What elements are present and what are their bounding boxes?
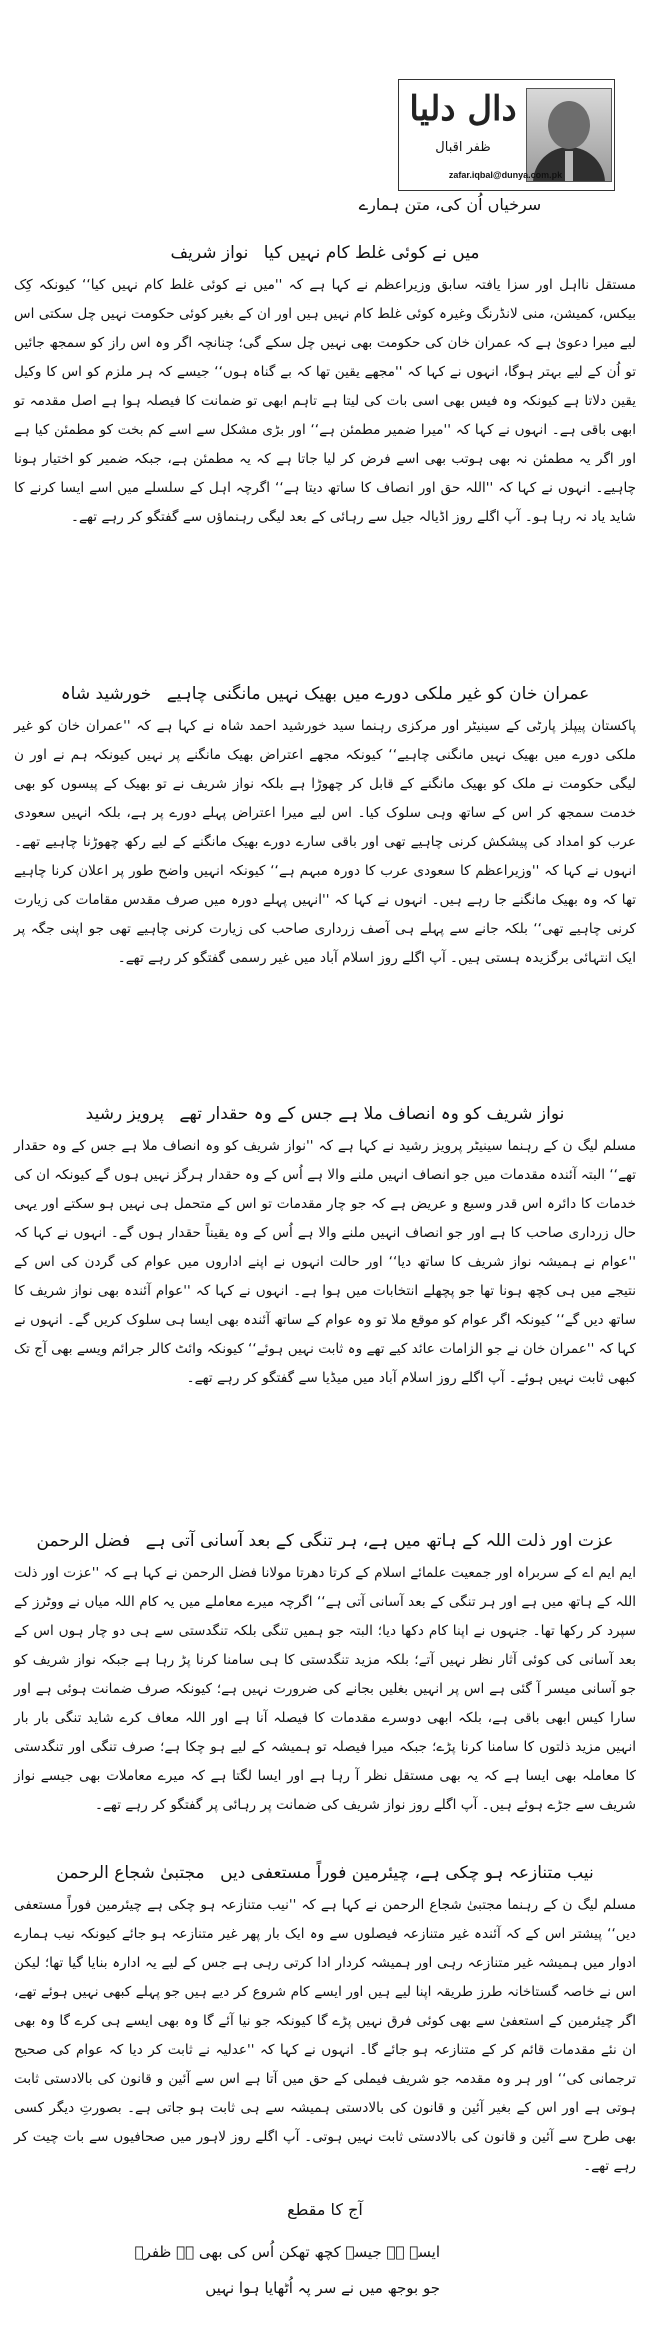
author-photo-head (548, 101, 590, 149)
article-section (14, 242, 636, 532)
section-byline: فضل الرحمن (36, 1531, 131, 1551)
section-heading (14, 242, 636, 263)
closing-couplet-title: آج کا مقطع (287, 2200, 363, 2219)
article-section (14, 683, 636, 973)
section-byline: پرویز رشید (85, 1104, 164, 1124)
section-body: ایم ایم اے کے سربراہ اور جمعیت علمائے اسلام کے کرتا دھرتا مولانا فضل الرحمن نے کہا ہے کہ ''عزت اور ذلت اللہ کے ہاتھ میں ہے اور ہر تنگی کے بعد آسانی آتی ہے‘‘ اگرچہ میرے معاملے میں یہ کام اللہ میاں نے ووٹرز کے سپرد کر رکھا تھا۔ جنہوں نے اپنا کام دکھا دیا؛ البتہ جو ہمیں تنگی بلکہ تنگدستی سے ہی دو چار ہوں اس کے بعد آسانی کی کوئی آثار نظر نہیں آتے؛ بلکہ مزید تنگدستی کا ہی سامنا کرنا پڑ رہا ہے جبکہ نواز شریف کو جو آسانی میسر آ گئی ہے اس پر انہیں بغلیں بجانے کی ضرورت نہیں ہے؛ کیونکہ صرف ضمانت ہوئی ہے اور سارا کیس ابھی باقی ہے، بلکہ ابھی دوسرے مقدمات کا فیصلہ آنا ہے اور اللہ معاف کرے شاید تنگی بار بار انہیں مزید ذلتوں کا سامنا کرنا پڑے؛ جبکہ میرا فیصلہ تو ہمیشہ کے لیے ہو چکا ہے؛ صرف تنگی اور تنگدستی کا معاملہ بھی ایسا ہے کہ یہ بھی مستقل نظر آ رہا ہے اور ایسا لگتا ہے کہ میرے معاملات بھی جیسے نواز شریف سے جڑے ہوئے ہیں۔ آپ اگلے روز نواز شریف کی ضمانت پر رہائی پر گفتگو کر رہے تھے۔ (14, 1565, 636, 1813)
section-heading (14, 1530, 636, 1551)
section-body: مستقل نااہل اور سزا یافتہ سابق وزیراعظم نے کہا ہے کہ ''میں نے کوئی غلط کام نہیں کیا‘‘ کیونکہ کِک بیکس، کمیشن، منی لانڈرنگ وغیرہ کوئی غلط کام نہیں ہیں اور ان کے بغیر کوئی حکومت نہیں چل سکتی اس لیے میرا دعویٰ ہے کہ عمران خان کی حکومت بھی نہیں چل سکے گی؛ چنانچہ اگر وہ اس راز کو سمجھ جائیں تو اُن کے لیے بہتر ہوگا، انہوں نے کہا کہ ''مجھے یقین تھا کہ بے گناہ ہوں‘‘ جیسے کہ ہر ملزم کو اس کا وکیل یقین دلاتا ہے کیونکہ وہ فیس بھی اسی بات کی لیتا ہے تاہم ابھی تو ضمانت کا فیصلہ ہوا ہے اصل مقدمہ تو ابھی باقی ہے۔ انہوں نے کہا کہ ''میرا ضمیر مطمئن ہے‘‘ اور بڑی مشکل سے اسے کم بخت کو مطمئن کیا ہے اور اگر یہ مطمئن نہ بھی ہوتب بھی اسے فرض کر لیا جاتا ہے کہ یہ مطمئن ہے، جبکہ ضمیر کو اختیار ہونا چاہیے۔ انہوں نے کہا کہ ''اللہ حق اور انصاف کا ساتھ دیتا ہے‘‘ اگرچہ اہل کے سلسلے میں اسے ایسا کرنے کا شاید یاد نہ رہا ہو۔ آپ اگلے روز اڈیالہ جیل سے رہائی کے بعد لیگی رہنماؤں سے گفتگو کر رہے تھے۔ (14, 277, 636, 525)
article-section (14, 1862, 636, 2181)
column-logo: دال دلیا (409, 89, 517, 129)
section-body: پاکستان پیپلز پارٹی کے سینیٹر اور مرکزی رہنما سید خورشید احمد شاہ نے کہا ہے کہ ''عمران خان کو غیر ملکی دورے میں بھیک نہیں مانگنی چاہیے‘‘ کیونکہ مجھے اعتراض بھیک مانگنے پر نہیں کیونکہ ہم نے اور ن لیگی حکومت نے ملک کو بھیک مانگنے کے قابل کر چھوڑا ہے بلکہ نواز شریف نے تو بھیک کے پیسوں کو بھی خدمت سمجھ کر اس کے ساتھ وہی سلوک کیا۔ اس لیے میرا اعتراض پہلے دورے پر ہے، بلکہ انہیں سعودی عرب کو امداد کی پیشکش کرنی چاہیے تھی اور باقی سارے دورے بھیک مانگنے کے لیے رکھ چھوڑنا چاہیے تھے۔ انہوں نے کہا کہ ''وزیراعظم کا سعودی عرب کا دورہ مبہم ہے‘‘ کیونکہ انہیں واضح طور پر اعلان کرنا چاہیے تھا کہ وہ بھیک مانگنے جا رہے ہیں۔ انہوں نے کہا کہ ''انہیں پہلے دورہ میں صرف مقدس مقامات کی زیارت کرنی چاہیے تھی‘‘ بلکہ جانے سے پہلے ہی آصف زرداری صاحب کی زیارت کرنی چاہیے تھی جو اپنی جگہ پر ایک انتہائی برگزیدہ ہستی ہیں۔ آپ اگلے روز اسلام آباد میں غیر رسمی گفتگو کر رہے تھے۔ (14, 718, 636, 966)
section-byline: مجتبیٰ شجاع الرحمن (56, 1863, 205, 1883)
section-byline: خورشید شاہ (60, 684, 152, 704)
column-header (398, 79, 615, 191)
section-headline: عزت اور ذلت اللہ کے ہاتھ میں ہے، ہر تنگی کے بعد آسانی آتی ہے (145, 1531, 614, 1551)
section-headline: نواز شریف کو وہ انصاف ملا ہے جس کے وہ حقدار تھے (179, 1104, 565, 1124)
section-headline: عمران خان کو غیر ملکی دورے میں بھیک نہیں مانگنی چاہیے (166, 684, 590, 704)
author-email: zafar.iqbal@dunya.com.pk (448, 170, 563, 180)
column-subtitle: سرخیاں اُن کی، متن ہمارے (358, 195, 542, 214)
section-byline: نواز شریف (170, 243, 249, 263)
couplet-line: جو بوجھ میں نے سر پہ اُٹھایا ہوا نہیں (205, 2279, 440, 2297)
section-heading (14, 1103, 636, 1124)
section-body: مسلم لیگ ن کے رہنما سینیٹر پرویز رشید نے کہا ہے کہ ''نواز شریف کو وہ انصاف ملا ہے جس کے وہ حقدار تھے‘‘ البتہ آئندہ مقدمات میں جو انصاف انہیں ملنے والا ہے اُس کے وہ حقدار ہرگز نہیں ہوں گے کیونکہ ان کی خدمات کا دائرہ اس قدر وسیع و عریض ہے کہ جو چار مقدمات تو اس کے متحمل ہی نہیں ہو سکتے اور یہی حال زرداری صاحب کا ہے اور جو انصاف انہیں ملنے والا ہے اُس کے وہ یقیناً حقدار ہوں گے۔ انہوں نے کہا کہ ''عوام نے ہمیشہ نواز شریف کا ساتھ دیا‘‘ اور حالت انہوں نے اپنے اداروں میں عوام کی گردن کی اس کے نتیجے میں ہی کچھ ہونا تھا جو پچھلے انتخابات میں ہوا ہے۔ انہوں نے کہا کہ ''عوام آئندہ بھی نواز شریف کا ساتھ دیں گے‘‘ کیونکہ اگر عوام کو موقع ملا تو وہ عوام کے ساتھ آئندہ بھی ایسا ہی سلوک کریں گے۔ انہوں نے کہا کہ ''عمران خان نے جو الزامات عائد کیے تھے وہ ثابت نہیں ہوئے‘‘ کیونکہ وائٹ کالر جرائم ویسے بھی آج تک کبھی ثابت نہیں ہوئے۔ آپ اگلے روز اسلام آباد میں میڈیا سے گفتگو کر رہے تھے۔ (14, 1138, 636, 1386)
article-section (14, 1530, 636, 1820)
section-heading (14, 683, 636, 704)
section-heading (14, 1862, 636, 1883)
couplet-line: ایسے ہے جیسے کچھ تھکن اُس کی بھی ہے ظفرؔ (134, 2243, 440, 2261)
section-headline: نیب متنازعہ ہو چکی ہے، چیئرمین فوراً مستعفی دیں (220, 1863, 594, 1883)
author-name: ظفر اقبال (435, 140, 491, 155)
section-headline: میں نے کوئی غلط کام نہیں کیا (263, 243, 480, 263)
author-photo (526, 88, 612, 182)
article-section (14, 1103, 636, 1393)
section-body: مسلم لیگ ن کے رہنما مجتبیٰ شجاع الرحمن نے کہا ہے کہ ''نیب متنازعہ ہو چکی ہے چیئرمین فوراً مستعفی دیں‘‘ پیشتر اس کے کہ آئندہ غیر متنازعہ فیصلوں سے وہ ایک بار پھر غیر متنازعہ ہو جائے کیونکہ نیب ہمارے ادوار میں ہمیشہ غیر متنازعہ رہی اور ہمیشہ کردار ادا کرتی رہی ہے جس کے لیے یہ ادارہ بنایا گیا تھا؛ لیکن اس نے خاصہ گستاخانہ طرز طریقہ اپنا لیے ہیں اور ایسے کام شروع کر دیے ہیں جو پہلے کبھی نہیں ہوئے تھے، اگر چیئرمین کے استعفیٰ سے بھی کوئی فرق نہیں پڑے گا کیونکہ جو نیا آئے گا وہ بھی ایسے ہی کرے گا وہ بھی ان نئے مقدمات قائم کر کے متنازعہ ہو جائے گا۔ انہوں نے کہا کہ ''عدلیہ نے ثابت کر دیا کہ عوام کی صحیح ترجمانی کی‘‘ اور ہر وہ مقدمہ جو شریف فیملی کے حق میں آتا ہے اس سے آئین و قانون کی بالادستی ثابت ہوتی ہے اور اس کے بغیر آئین و قانون کی بالادستی ہمیشہ سے ہی ثابت ہو جاتی ہے۔ بصورتِ دیگر کسی بھی طرح سے آئین و قانون کی بالادستی ثابت نہیں ہوتی۔ آپ اگلے روز لاہور میں صحافیوں سے بات چیت کر رہے تھے۔ (14, 1897, 636, 2174)
